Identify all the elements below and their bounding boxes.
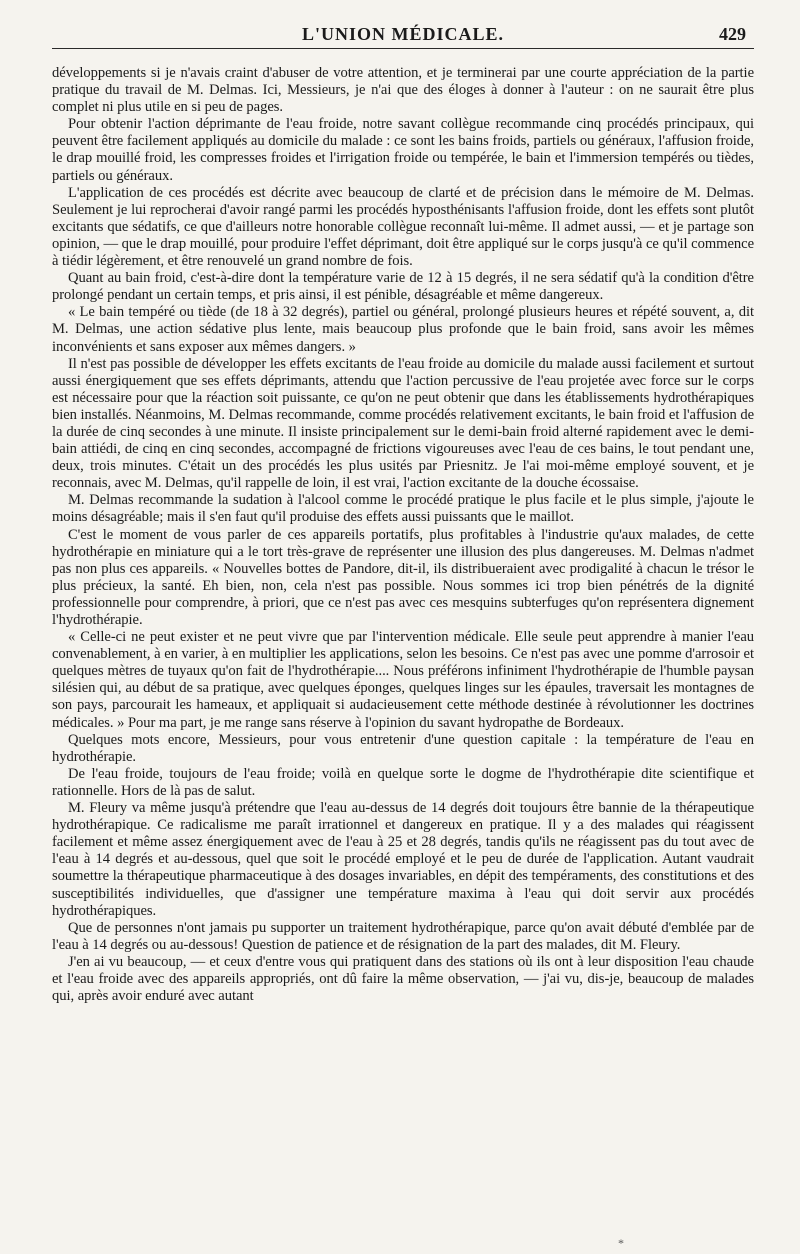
paragraph: Quant au bain froid, c'est-à-dire dont la température varie de 12 à 15 degrés, il ne sera sédatif qu'à la condition d'être prolongé pendant un certain temps, et pris ainsi, il est pénible, désagréable et même dangereux. (52, 270, 754, 304)
article-body (52, 65, 754, 1005)
paragraph: M. Delmas recommande la sudation à l'alcool comme le procédé pratique le plus facile et le plus simple, j'ajoute le moins désagréable; mais il s'en faut qu'il produise des effets aussi puissants que le maillot. (52, 492, 754, 526)
footer-mark: * (618, 1236, 624, 1250)
page-number: 429 (719, 24, 746, 44)
paragraph: « Celle-ci ne peut exister et ne peut vivre que par l'intervention médicale. Elle seule peut apprendre à manier l'eau convenablement, à en varier, à en multiplier les applications, selon les besoins. Ce n'est pas avec une pomme d'arrosoir et quelques mètres de tuyaux qu'on fait de l'hydrothérapie.... Nous préférons infiniment l'hydrothérapie de l'humble paysan silésien qui, au début de sa pratique, avec quelques éponges, quelques linges sur les épaules, traversait les montagnes de son pays, parcourait les hameaux, et appliquait si audacieusement cette méthode destinée à révolutionner les doctrines médicales. » Pour ma part, je me range sans réserve à l'opinion du savant hydropathe de Bordeaux. (52, 629, 754, 731)
paragraph: L'application de ces procédés est décrite avec beaucoup de clarté et de précision dans le mémoire de M. Delmas. Seulement je lui reprocherai d'avoir rangé parmi les procédés hyposthénisants l'affusion froide, dont les effets sont plutôt excitants que sédatifs, ce que d'ailleurs notre honorable collègue reconnaît lui-même. Il admet aussi, — et je partage son opinion, — que le drap mouillé, pour produire l'effet déprimant, doit être appliqué sur le corps jusqu'à ce qu'il commence à tiédir légèrement, et être renouvelé un grand nombre de fois. (52, 184, 754, 270)
running-title: L'UNION MÉDICALE. (301, 24, 505, 44)
paragraph: Quelques mots encore, Messieurs, pour vous entretenir d'une question capitale : la température de l'eau en hydrothérapie. (52, 731, 754, 765)
paragraph: M. Fleury va même jusqu'à prétendre que l'eau au-dessus de 14 degrés doit toujours être bannie de la thérapeutique hydrothérapique. Ce radicalisme me paraît irrationnel et dangereux en pratique. Il y a des malades qui réagissent facilement et même assez énergiquement avec de l'eau à 25 et 28 degrés, tandis qu'ils ne réagissent pas du tout avec de l'eau à 14 degrés et au-dessous, quel que soit le procédé employé et le peu de durée de l'application. Autant vaudrait soumettre la thérapeutique pharmaceutique à des dosages invariables, en dépit des tempéraments, des constitutions et des susceptibilités individuelles, que d'assigner une température maxima à l'eau qui doit servir aux procédés hydrothérapiques. (52, 800, 754, 919)
paragraph: Que de personnes n'ont jamais pu supporter un traitement hydrothérapique, parce qu'on avait débuté d'emblée par de l'eau à 14 degrés ou au-dessous! Question de patience et de résignation de la part des malades, dit M. Fleury. (52, 919, 754, 953)
paragraph: C'est le moment de vous parler de ces appareils portatifs, plus profitables à l'industrie qu'aux malades, de cette hydrothérapie en miniature qui a le tort très-grave de représenter une illusion des plus dangereuses. M. Delmas n'admet pas non plus ces appareils. « Nouvelles bottes de Pandore, dit-il, ils distribueraient avec prodigalité à chacun le trésor le plus précieux, la santé. Eh bien, non, cela n'est pas possible. Nous sommes ici trop bien pénétrés de la dignité professionnelle pour comprendre, à priori, que ce n'est pas avec ces mesquins subterfuges qu'on représentera dignement l'hydrothérapie. (52, 526, 754, 628)
page-header (52, 22, 754, 49)
paragraph: développements si je n'avais craint d'abuser de votre attention, et je terminerai par une courte appréciation de la partie pratique du travail de M. Delmas. Ici, Messieurs, je n'ai que des éloges à donner à l'auteur : on ne saurait être plus complet ni plus utile en si peu de pages. (52, 65, 754, 116)
paragraph: « Le bain tempéré ou tiède (de 18 à 32 degrés), partiel ou général, prolongé plusieurs heures et répété souvent, a, dit M. Delmas, une action sédative plus lente, mais beaucoup plus profonde que le bain froid, sans avoir les mêmes inconvénients et sans exposer aux mêmes dangers. » (52, 304, 754, 355)
paragraph: Il n'est pas possible de développer les effets excitants de l'eau froide au domicile du malade aussi facilement et surtout aussi énergiquement que ses effets déprimants, attendu que l'action percussive de l'eau projetée avec force sur le corps est nécessaire pour que la réaction soit puissante, ce qu'on ne peut obtenir que dans les établissements hydrothérapiques bien installés. Néanmoins, M. Delmas recommande, comme procédés relativement excitants, le bain froid et l'affusion de la durée de cinq secondes à une minute. Il insiste principalement sur le demi-bain froid alterné rapidement avec le demi-bain attiédi, de cinq en cinq secondes, accompagné de frictions vigoureuses avec l'eau de ces bains, le tout pendant une, deux, trois minutes. C'était un des procédés les plus usités par Priesnitz. Je l'ai moi-même employé souvent, et je reconnais, avec M. Delmas, qu'il rappelle de loin, il est vrai, l'action excitante de la douche écossaise. (52, 355, 754, 492)
paragraph: Pour obtenir l'action déprimante de l'eau froide, notre savant collègue recommande cinq procédés principaux, qui peuvent être facilement appliqués au domicile du malade : ce sont les bains froids, partiels ou généraux, l'affusion froide, le drap mouillé froid, les compresses froides et l'irrigation froide ou tempérée, le bain et l'immersion tempérés ou tièdes, partiels ou généraux. (52, 116, 754, 184)
paragraph: J'en ai vu beaucoup, — et ceux d'entre vous qui pratiquent dans des stations où ils ont à leur disposition l'eau chaude et l'eau froide avec des appareils appropriés, ont dû faire la même observation, — j'ai vu, dis-je, beaucoup de malades qui, après avoir enduré avec autant (52, 953, 754, 1005)
paragraph: De l'eau froide, toujours de l'eau froide; voilà en quelque sorte le dogme de l'hydrothérapie dite scientifique et rationnelle. Hors de là pas de salut. (52, 765, 754, 799)
